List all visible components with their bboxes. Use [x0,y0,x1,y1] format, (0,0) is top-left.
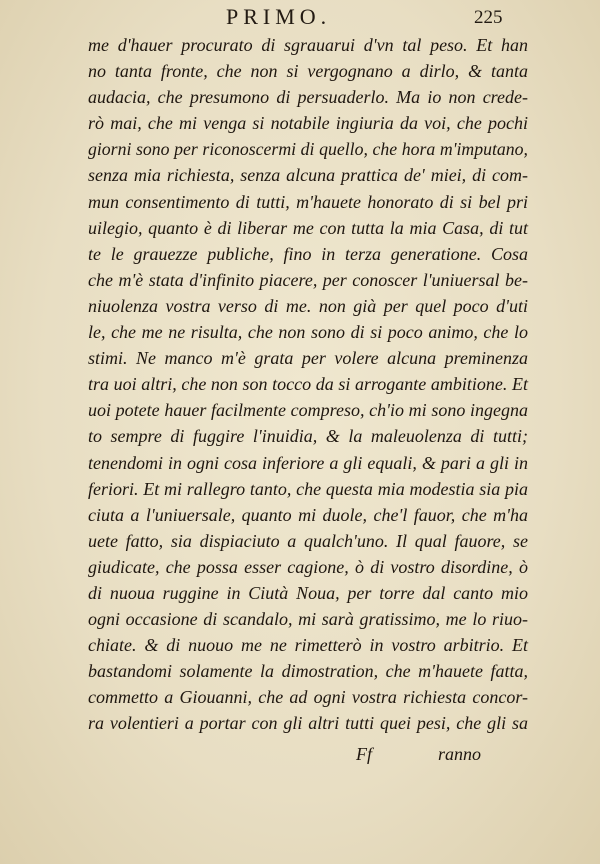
text-line: giudicate, che possa esser cagione, ò di vostro disordine, ò [88,556,528,577]
catchword: ranno [438,744,482,764]
text-line: ogni occasione di scandalo, mi sarà gratissimo, me lo riuo- [88,609,528,630]
text-line: le, che me ne risulta, che non sono di si poco animo, che lo [88,322,528,343]
text-line: uoi potete hauer facilmente compreso, ch'io mi sono ingegna [88,400,528,421]
text-line: me d'hauer procurato di sgrauarui d'vn tal peso. Et han [88,35,528,55]
page-number: 225 [474,7,503,28]
signature-mark: Ff [356,744,372,764]
text-line: niuolenza vostra verso di me. non già per quel poco d'uti [88,295,528,316]
body-text [88,32,528,737]
text-line: audacia, che presumono di persuaderlo. Ma io non crede- [88,87,528,108]
running-head: PRIMO. [226,4,332,29]
text-line: di nuoua ruggine in Ciutà Noua, per torre dal canto mio [88,582,528,603]
text-line: chiate. & di nuouo me ne rimetterò in vostro arbitrio. Et [88,635,528,656]
text-line: no tanta fronte, che non si vergognano a dirlo, & tanta [88,61,528,82]
text-line: senza mia richiesta, senza alcuna prattica de' miei, di com- [88,165,528,186]
text-line: ciuta a l'uniuersale, quanto mi duole, che'l fauor, che m'ha [88,504,528,525]
text-line: feriori. Et mi rallegro tanto, che questa mia modestia sia pia [88,478,528,499]
text-line: commetto a Giouanni, che ad ogni vostra richiesta concor- [88,687,528,708]
text-line: mun consentimento di tutti, m'hauete honorato di si bel pri [88,191,528,212]
text-line: te le grauezze publiche, fino in terza generatione. Cosa [88,243,528,264]
page-footer [0,744,600,774]
text-line: stimi. Ne manco m'è grata per volere alcuna preminenza [88,348,528,369]
text-line: ra volentieri a portar con gli altri tutti quei pesi, che gli sa [88,713,528,734]
text-line: rò mai, che mi venga si notabile ingiuria da voi, che pochi [88,113,528,134]
page-header [0,4,600,34]
text-line: uete fatto, sia dispiaciuto a qualch'uno. Il qual fauore, se [88,530,528,551]
text-line: giorni sono per riconoscermi di quello, che hora m'imputano, [88,139,528,160]
text-line: tenendomi in ogni cosa inferiore a gli equali, & pari a gli in [88,452,528,473]
text-line: che m'è stata d'infinito piacere, per conoscer l'uniuersal be- [88,269,528,290]
text-line: to sempre di fuggire l'inuidia, & la maleuolenza di tutti; [88,426,528,447]
text-line: bastandomi solamente la dimostration, che m'hauete fatta, [88,661,528,682]
text-line: tra uoi altri, che non son tocco da si arrogante ambitione. Et [88,374,528,395]
text-line: uilegio, quanto è di liberar me con tutta la mia Casa, di tut [88,217,528,238]
